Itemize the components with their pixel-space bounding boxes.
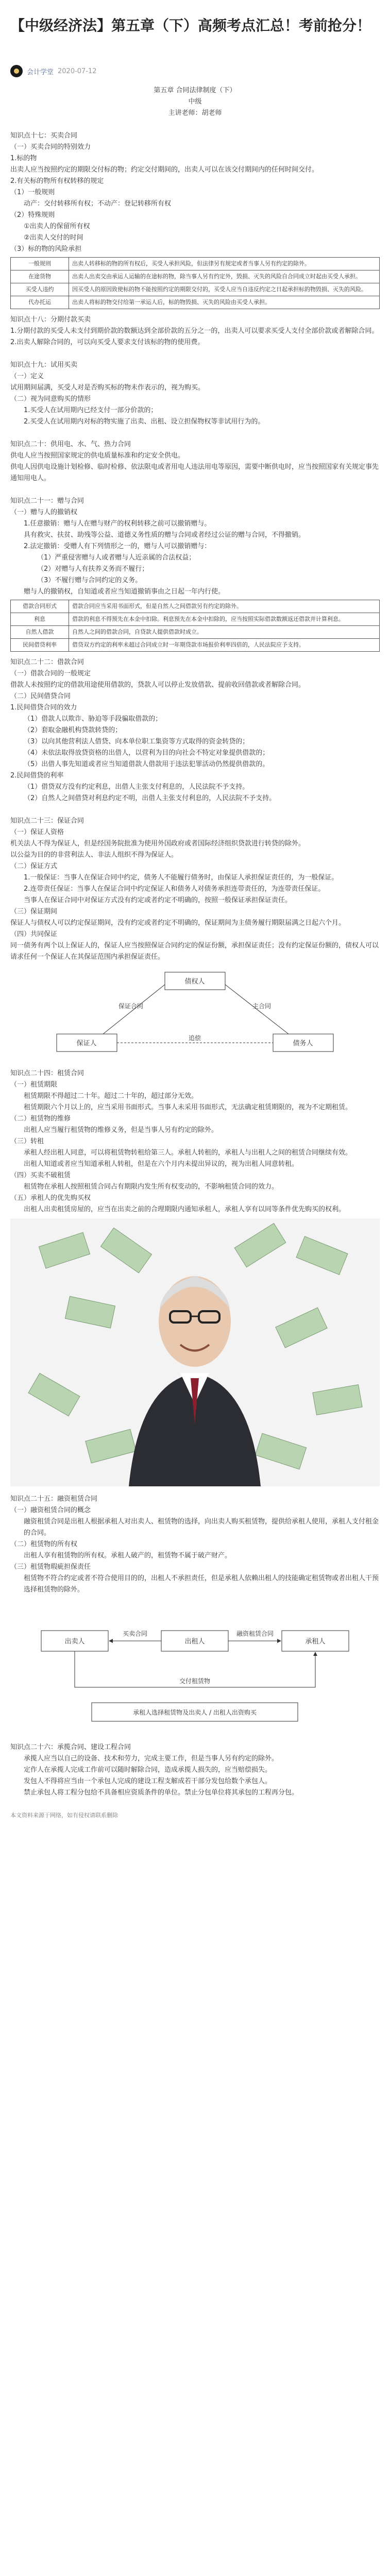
edge-seller-lessee-label: 交付租赁物 (179, 1677, 211, 1685)
edge-right-label: 主合同 (252, 1003, 272, 1010)
table-row (11, 283, 380, 296)
text-line: （2）套取金融机构贷款转贷的； (24, 726, 122, 734)
table-cell-value: 借贷双方约定的利率未超过合同成立时一年期贷款市场报价利率四倍的，人民法院应予支持。 (69, 639, 380, 652)
section-f (10, 1742, 380, 1821)
table-row (11, 639, 380, 652)
text-line: 知识点二十：供用电、水、气、热力合同 (10, 440, 131, 448)
text-line: （一）借款合同的一般规定 (10, 670, 91, 677)
money-photo (10, 1218, 380, 1486)
text-line: 2.民间借贷的利率 (10, 772, 64, 779)
article-title: 【中级经济法】第五章（下）高频考点汇总！考前抢分！ (10, 17, 371, 34)
author-avatar[interactable] (10, 65, 23, 77)
publish-date: 2020-07-12 (58, 67, 97, 75)
text-line: 出租人出卖租赁房屋的，应当在出卖之前的合理期限内通知承租人，承租人享有以同等条件优先购买的权利。 (24, 1206, 346, 1213)
text-line: 知识点二十六：承揽合同、建设工程合同 (10, 1743, 131, 1751)
table-row (11, 270, 380, 283)
table-cell-key: 代办托运 (11, 296, 69, 309)
text-line: （四）共同保证 (10, 930, 58, 938)
text-line: （二）民间借贷合同 (10, 692, 71, 700)
text-line: 知识点十八：分期付款买卖 (10, 316, 91, 324)
text-line: 2.买受人在试用期内对标的物实施了出卖、出租、设立担保物权等非试用行为的。 (24, 418, 265, 426)
text-line: 禁止承包人将工程分包给不具备相应资质条件的单位。禁止分包单位将其承包的工程再分包。 (24, 1789, 299, 1797)
text-line: （一）赠与人的撤销权 (10, 509, 78, 516)
text-line: （2）特殊规则 (10, 211, 55, 219)
text-line: （2）自然人之间借贷对利息约定不明，出借人主张支付利息的，人民法院不予支持。 (24, 794, 276, 802)
text-line: 知识点二十五：融资租赁合同 (10, 1495, 98, 1503)
lecturer-label: 主讲老师：胡老师 (168, 109, 222, 117)
author-row (10, 65, 97, 77)
chapter-heading: 第五章 合同法律制度（下） (154, 87, 236, 94)
section-d (10, 1068, 380, 1215)
text-line: 具有救灾、扶贫、助残等公益、道德义务性质的赠与合同或者经过公证的赠与合同，不得撤销。 (24, 531, 306, 539)
text-line: 租赁期限不得超过二十年。超过二十年的，超过部分无效。 (24, 1092, 198, 1100)
table-cell-value: 出卖人将标的物交付给第一承运人后，标的物毁损、灭失的风险由买受人承担。 (69, 296, 380, 309)
edge-left-label: 保证合同 (118, 1003, 144, 1010)
text-line: （二）保证方式 (10, 862, 58, 870)
financing-lease-diagram (10, 1600, 380, 1734)
text-line: 机关法人不得为保证人，但是经国务院批准为使用外国政府或者国际经济组织贷款进行转贷的除外。 (10, 840, 306, 848)
node-creditor-label: 债权人 (184, 978, 205, 986)
text-line: 知识点二十三：保证合同 (10, 817, 84, 825)
node-guarantor-label: 保证人 (76, 1040, 97, 1047)
text-line: 保证人与债权人可以约定保证期间，没有约定或者约定不明确的，保证期间为主债务履行期限届满之日起六个月。 (10, 919, 346, 927)
loan-table (10, 600, 380, 652)
table-cell-key: 买受人违约 (11, 283, 69, 296)
text-line: 1.一般保证：当事人在保证合同中约定，债务人不能履行债务时，由保证人承担保证责任的，为一般保证。 (24, 874, 338, 882)
text-line: 出租人应当履行租赁物的维修义务，但是当事人另有约定的除外。 (24, 1126, 218, 1134)
text-line: 知识点十九：试用买卖 (10, 361, 78, 369)
text-line: （4）未依法取得放贷资格的出借人，以营利为目的向社会不特定对象提供借款的； (24, 749, 269, 757)
table-row (11, 258, 380, 270)
course-label: 中级 (188, 98, 202, 106)
edge-seller-lessor-label: 买卖合同 (122, 1630, 148, 1637)
text-line: （三）租赁物瑕疵担保责任 (10, 1563, 91, 1571)
text-line: 知识点十七：买卖合同 (10, 132, 78, 140)
text-line: 赠与人的撤销权，自知道或者应当知道撤销事由之日起一年内行使。 (24, 588, 225, 596)
table-cell-key: 在途货物 (11, 270, 69, 283)
text-line: 知识点二十二：借款合同 (10, 658, 84, 666)
text-line: 租赁物不符合约定或者不符合使用目的的，出租人不承担责任，但是承租人依赖出租人的技能确定租赁物或者出租人干预选择租赁物的除外。 (24, 1574, 379, 1594)
text-line: 知识点二十一：赠与合同 (10, 497, 84, 505)
table-row (11, 296, 380, 309)
text-line: 租赁物在承租人按照租赁合同占有期限内发生所有权变动的，不影响租赁合同的效力。 (24, 1183, 279, 1191)
table-cell-value: 出卖人出卖交由承运人运输的在途标的物，除当事人另有约定外，毁损、灭失的风险自合同成立时起由买受人承担。 (69, 270, 380, 283)
text-line: （2）对赠与人有扶养义务而不履行； (37, 565, 149, 573)
node-debtor-label: 债务人 (293, 1040, 313, 1047)
node-lessee-label: 承租人 (305, 1638, 326, 1646)
text-line: （二）租赁物的所有权 (10, 1540, 78, 1548)
text-line: （二）视为同意购买的情形 (10, 395, 91, 403)
text-line: （五）承租人的优先购买权 (10, 1194, 91, 1202)
node-seller-label: 出卖人 (64, 1638, 85, 1646)
table-cell-key: 借款合同形式 (11, 600, 69, 613)
table-cell-value: 自然人之间的借款合同，自贷款人提供借款时成立。 (69, 626, 380, 639)
table-cell-key: 自然人借款 (11, 626, 69, 639)
text-line: 承揽人应当以自己的设备、技术和劳力，完成主要工作，但是当事人另有约定的除外。 (24, 1755, 279, 1762)
text-line: 1.买受人在试用期内已经支付一部分价款的； (24, 406, 158, 414)
node-lessor-label: 出租人 (184, 1638, 205, 1646)
table-cell-value: 借款合同应当采用书面形式，但是自然人之间借款另有约定的除外。 (69, 600, 380, 613)
text-line: （3）不履行赠与合同约定的义务。 (37, 577, 142, 584)
section-a (10, 130, 380, 255)
text-line: 出卖人应当按照约定的期限交付标的物；约定交付期间的，出卖人可以在该交付期间内的任何时间交付。 (10, 166, 319, 174)
text-line: 以公益为目的的非营利法人、非法人组织不得为保证人。 (10, 851, 178, 859)
text-line: （二）租赁物的维修 (10, 1115, 71, 1123)
text-line: 同一债务有两个以上保证人的，保证人应当按照保证合同约定的保证份额，承担保证责任；没有约定保证份额的，债权人可以请求任何一个保证人在其保证范围内承担保证责任。 (10, 942, 379, 961)
table-cell-key: 一般规则 (11, 258, 69, 270)
text-line: （3）以向其他营利法人借贷、向本单位职工集资等方式取得的资金转贷的； (24, 738, 249, 745)
text-line: 借款人未按照约定的借款用途使用借款的，贷款人可以停止发放借款、提前收回借款或者解除合同。 (10, 681, 306, 689)
text-line: 出租人享有租赁物的所有权。承租人破产的，租赁物不属于破产财产。 (24, 1552, 232, 1560)
author-name[interactable]: 会计学堂 (27, 68, 54, 76)
table-cell-value: 因买受人的原因致使标的物不能按照约定的期限交付的，买受人应当自违反约定之日起承担标的物毁损、灭失的风险。 (69, 283, 380, 296)
table-cell-value: 出卖人转移标的物的所有权后，买受人承担风险，但法律另有规定或者当事人另有约定的除外。 (69, 258, 380, 270)
text-line: （5）出借人事先知道或者应当知道借款人借款用于违法犯罪活动仍然提供借款的。 (24, 760, 269, 768)
text-line: （三）转租 (10, 1138, 44, 1145)
section-b (10, 314, 380, 598)
text-line: （一）租赁期限 (10, 1081, 58, 1089)
text-line: 当事人在保证合同中对保证方式没有约定或者约定不明确的，按照一般保证承担保证责任。 (24, 896, 292, 904)
text-line: 发包人不得将应当由一个承包人完成的建设工程支解成若干部分发包给数个承包人。 (24, 1777, 272, 1785)
edge-lessor-lessee-label: 融资租赁合同 (236, 1630, 274, 1637)
text-line: 2.连带责任保证：当事人在保证合同中约定保证人和债务人对债务承担连带责任的，为连带责任保证。 (24, 885, 325, 893)
edge-bottom-label: 追偿 (188, 1035, 201, 1042)
text-line: 试用期间届满，买受人对是否购买标的物未作表示的，视为购买。 (10, 384, 205, 392)
text-line: 动产：交付转移所有权；不动产：登记转移所有权 (24, 200, 172, 208)
text-line: 供电人应当按照国家规定的供电质量标准和约定安全供电。 (10, 452, 185, 460)
text-line: 供电人因供电设施计划检修、临时检修、依法限电或者用电人违法用电等原因，需要中断供电时，应当按照国家有关规定事先通知用电人。 (10, 463, 379, 482)
text-line: （一）融资租赁合同的概念 (10, 1506, 91, 1514)
text-line: 2.法定撤销：受赠人有下列情形之一的，赠与人可以撤销赠与： (24, 543, 211, 550)
table-cell-key: 利息 (11, 613, 69, 626)
footer-note: 本文资料来源于网络，如有侵权请联系删除 (10, 1812, 118, 1819)
text-line: （1）借款人以欺诈、胁迫等手段骗取借款的； (24, 715, 162, 723)
text-line: 定作人在承揽人完成工作前可以随时解除合同，造成承揽人损失的，应当赔偿损失。 (24, 1766, 272, 1774)
table-cell-key: 民间借贷利率 (11, 639, 69, 652)
text-line: 1.标的物 (10, 155, 37, 162)
text-line: （一）定义 (10, 372, 44, 380)
text-line: （一）买卖合同的特别效力 (10, 143, 91, 151)
text-line: （四）买卖不破租赁 (10, 1172, 71, 1179)
text-line: 知识点二十四：租赁合同 (10, 1070, 84, 1077)
text-line: 承租人经出租人同意，可以将租赁物转租给第三人。承租人转租的，承租人与出租人之间的租赁合同继续有效。 (24, 1149, 352, 1157)
table-row (11, 613, 380, 626)
text-line: 2.出卖人解除合同的，可以向买受人要求支付该标的物的使用费。 (10, 338, 205, 346)
text-line: （3）标的物的风险承担 (10, 245, 82, 253)
section-c (10, 657, 380, 963)
text-line: 1.分期付款的买受人未支付到期价款的数额达到全部价款的五分之一的，出卖人可以要求买受人支付全部价款或者解除合同。 (10, 327, 379, 335)
table-row (11, 626, 380, 639)
text-line: （三）保证期间 (10, 908, 58, 916)
guarantee-diagram (10, 967, 380, 1060)
text-line: ②出卖人交付的时间 (24, 234, 83, 242)
text-line: 出租人知道或者应当知道承租人转租，但是在六个月内未提出异议的，视为出租人同意转租。 (24, 1160, 299, 1168)
table-row (11, 600, 380, 613)
risk-table (10, 257, 380, 309)
section-e (10, 1494, 380, 1596)
flow-note-label: 承租人选择租赁物及出卖人 / 出租人出资购买 (133, 1709, 257, 1716)
article-content (10, 85, 380, 1821)
text-line: （1）严重侵害赠与人或者赠与人近亲属的合法权益； (37, 554, 196, 562)
text-line: （一）保证人资格 (10, 828, 64, 836)
table-cell-value: 借款的利息不得预先在本金中扣除。利息预先在本金中扣除的，应当按照实际借款数额返还借款并计算利息。 (69, 613, 380, 626)
text-line: ①出卖人的保留所有权 (24, 223, 90, 230)
text-line: （1）一般规则 (10, 189, 55, 196)
text-line: （1）借贷双方没有约定利息，出借人主张支付利息的，人民法院不予支持。 (24, 783, 249, 791)
text-line: 融资租赁合同是出租人根据承租人对出卖人、租赁物的选择，向出卖人购买租赁物，提供给承租人使用，承租人支付租金的合同。 (24, 1518, 379, 1537)
text-line: 1.任意撤销：赠与人在赠与财产的权利转移之前可以撤销赠与。 (24, 520, 211, 528)
text-line: 租赁期限六个月以上的，应当采用书面形式。当事人未采用书面形式，无法确定租赁期限的，视为不定期租赁。 (24, 1104, 352, 1111)
text-line: 2.有关标的物所有权转移的规定 (10, 177, 104, 185)
text-line: 1.民间借贷合同的效力 (10, 704, 77, 711)
